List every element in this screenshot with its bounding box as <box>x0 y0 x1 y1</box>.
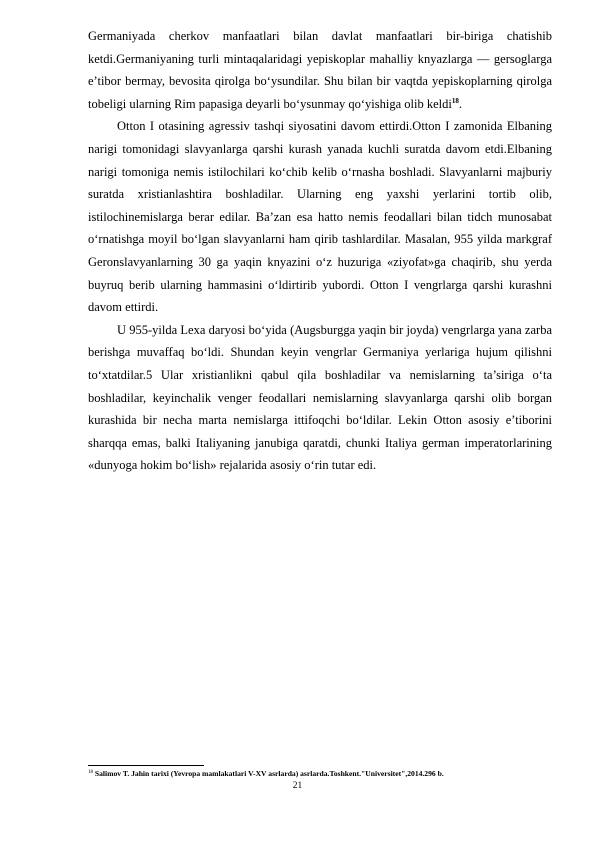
footnote <box>88 769 558 779</box>
footnote-divider <box>88 765 204 766</box>
paragraph-3: U 955-yilda Lexa daryosi bo‘yida (Augsburgga yaqin bir joyda) vengrlarga yana zarba berishga muvaffaq bo‘ldi. Shundan keyin vengrlar Germaniya yerlariga hujum qilishni to‘xtatdilar.5 Ular xristianlikni qabul qila boshladilar va nemislarning ta’siriga o‘ta boshladilar, keyinchalik venger feodallari nemislarning slavyanlarga qarshi olib borgan kurashida bir necha marta nemislarga ittifoqchi bo‘ldilar. Lekin Otton asosiy e’tiborini sharqqa emas, balki Italiyaning janubiga qaratdi, chunki Italiya german imperatorlarining «dunyoga hokim bo‘lish» rejalarida asosiy o‘rin tutar edi. <box>88 322 552 473</box>
page-number: 21 <box>292 781 303 791</box>
footnote-text: Salimov T. Jahin tarixi (Yevropa mamlakatlari V-XV asrlarda) asrlarda.Toshkent."Universitet",2014.296 b. <box>93 769 444 778</box>
paragraph-2: Otton I otasining agressiv tashqi siyosatini davom ettirdi.Otton I zamonida Elbaning narigi tomonidagi slavyanlarga qarshi kurash yanada kuchli suratda davom etdi.Elbaning narigi tomoniga nemis istilochilari ko‘chib kelib o‘rnasha boshladi. Slavyanlarni majburiy suratda xristianlashtira boshladilar. Ularning eng yaxshi yerlarini tortib olib, istilochinemislarga berar edilar. Ba’zan esa hatto nemis feodallari bilan tidch munosabat o‘rnatishga moyil bo‘lgan slavyanlarni ham qirib tashlardilar. Masalan, 955 yilda markgraf Geronslavyanlarning 30 ga yaqin knyazini o‘z huzuriga «ziyofat»ga chaqirib, shu yerda buyruq berib ularning hammasini o‘ldirtirib yubordi. Otton I vengrlarga qarshi kurashni davom ettirdi. <box>88 119 552 315</box>
paragraph-1 <box>88 25 552 115</box>
paragraph-1-tail: . <box>458 96 462 111</box>
footnote-number: 18 <box>88 770 93 775</box>
paragraph-1-text: Germaniyada cherkov manfaatlari bilan davlat manfaatlari bir-biriga chatishib ketdi.Germaniyaning turli mintaqalaridagi yepiskoplar mahalliy knyazlarga — gersoglarga e’tibor bermay, bevosita qirolga bo‘ysundilar. Shu bilan bir vaqtda yepiskoplarning qirolga tobeligi ularning Rim papasiga deyarli bo‘ysunmay qo‘yishiga olib keldi <box>88 29 552 111</box>
body-text <box>88 25 552 477</box>
footnote-reference[interactable]: 18 <box>451 96 459 105</box>
